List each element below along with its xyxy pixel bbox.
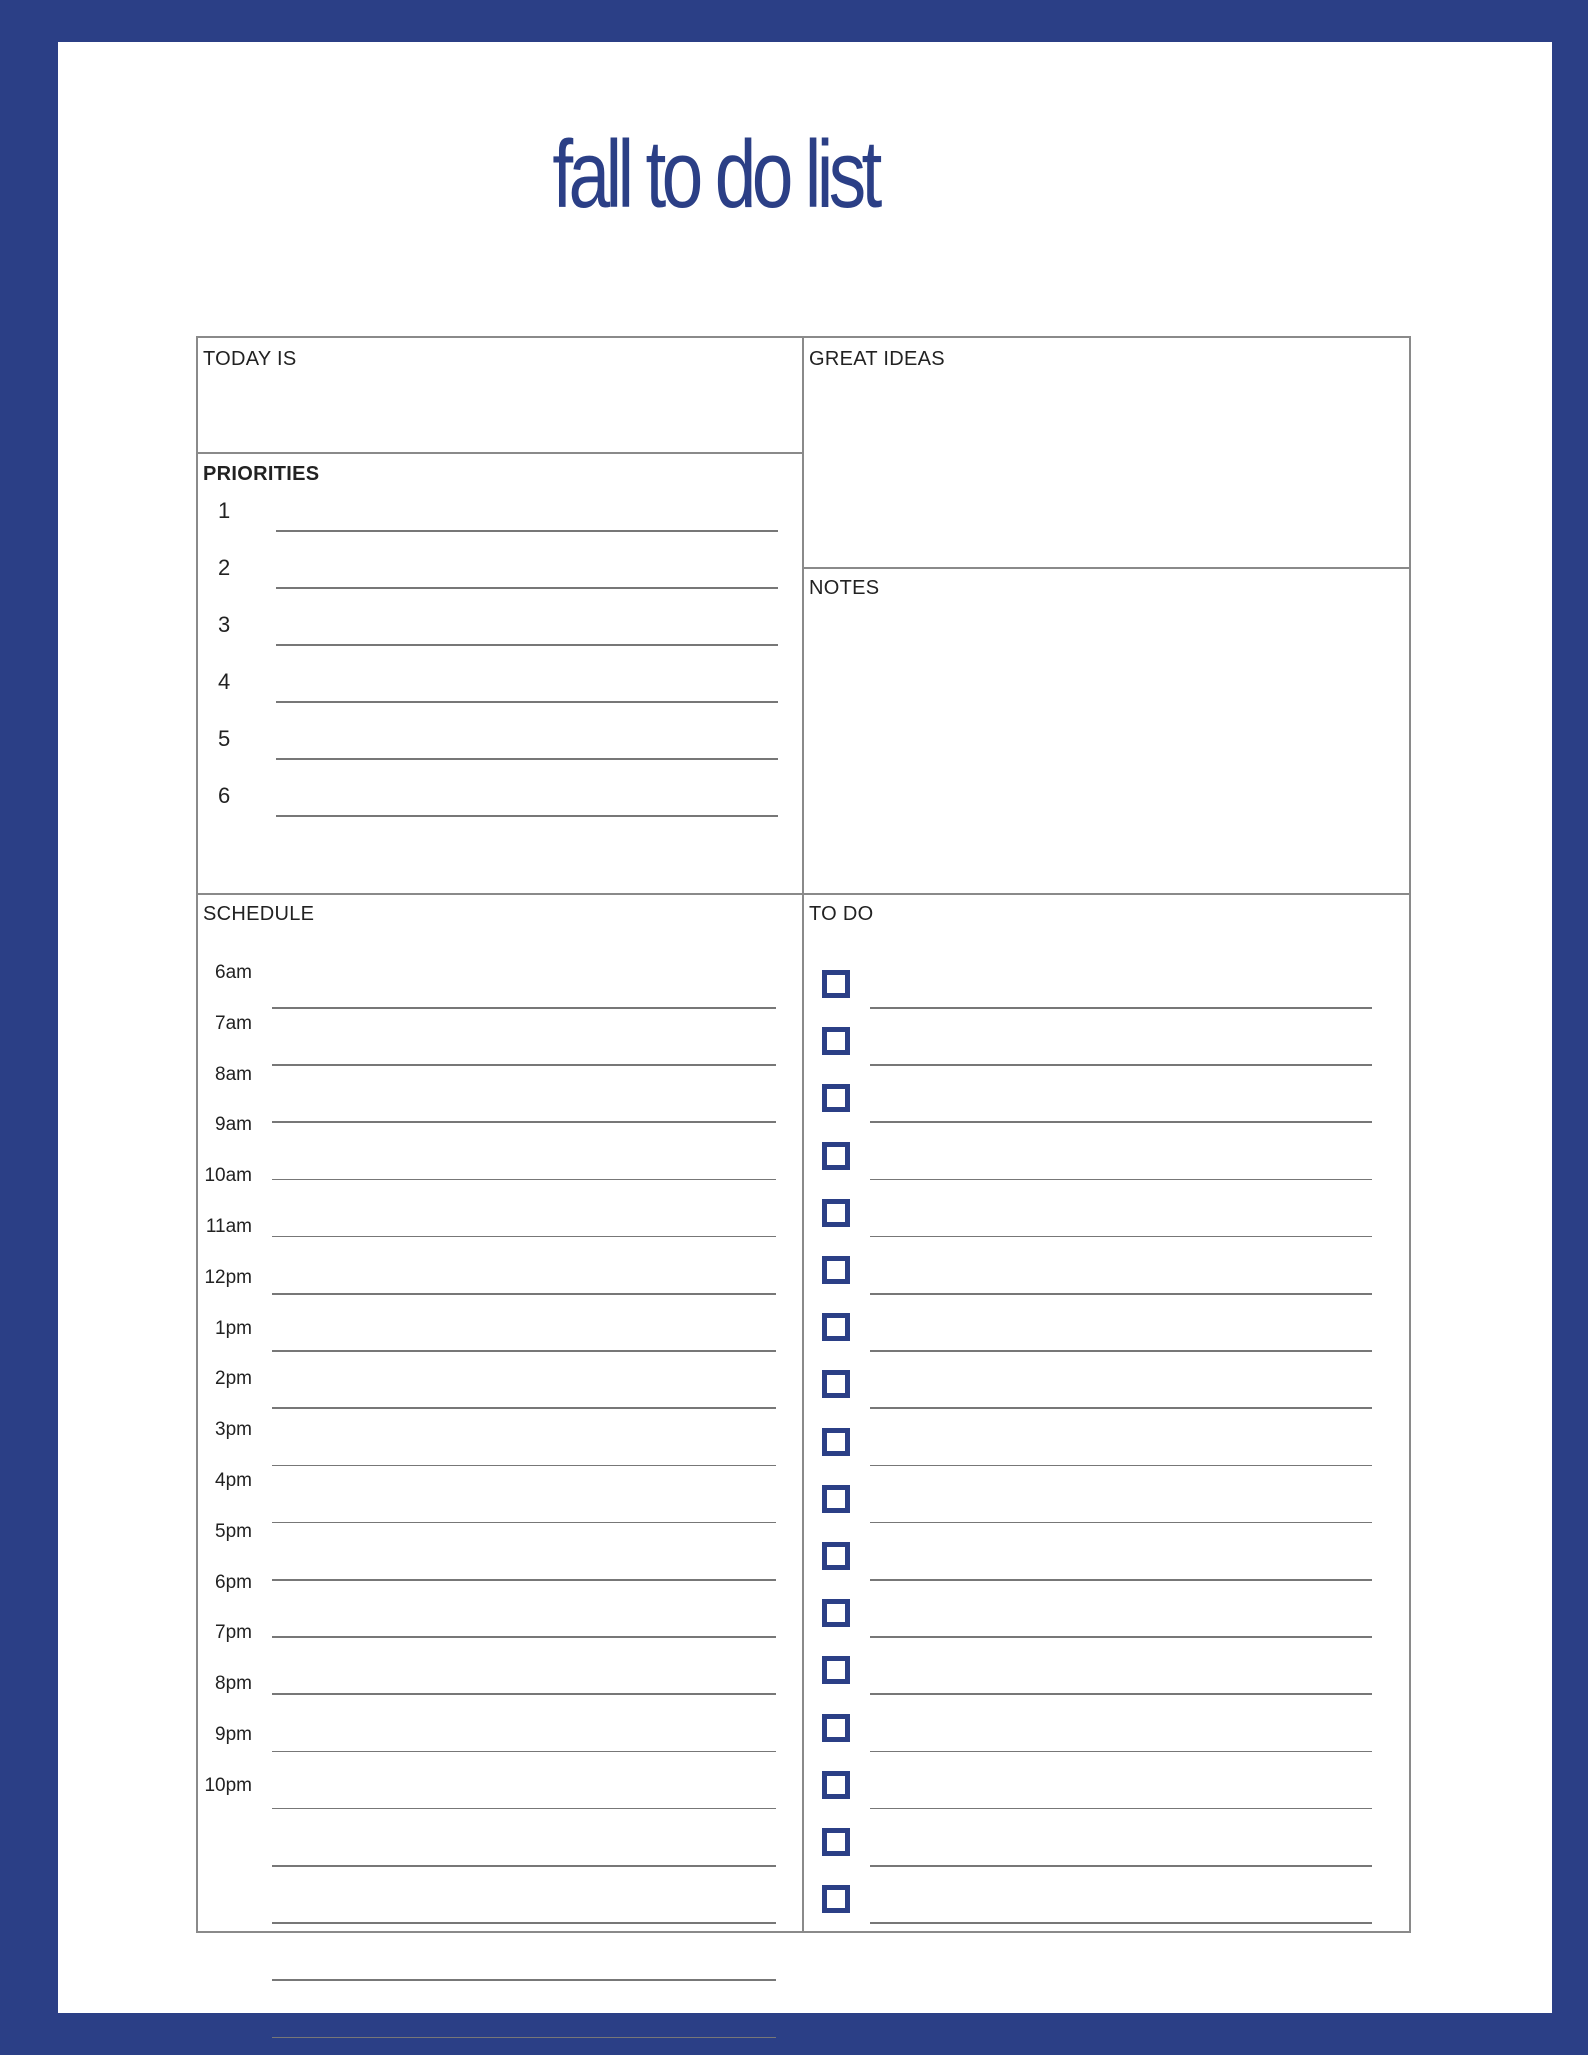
todo-line[interactable]	[870, 1179, 1372, 1181]
schedule-time: 8am	[215, 1063, 252, 1085]
todo-label: TO DO	[809, 903, 874, 925]
todo-line[interactable]	[870, 1522, 1372, 1524]
schedule-line[interactable]	[272, 1236, 776, 1238]
priority-number: 4	[218, 669, 231, 694]
todo-checkbox[interactable]	[822, 1485, 850, 1513]
schedule-line[interactable]	[272, 1121, 776, 1123]
center-divider	[802, 338, 804, 1931]
schedule-line[interactable]	[272, 1808, 776, 1810]
schedule-time: 7pm	[215, 1622, 252, 1644]
priority-number: 3	[218, 612, 231, 637]
planner-sheet	[58, 42, 1552, 2013]
schedule-line[interactable]	[272, 1465, 776, 1467]
schedule-time: 3pm	[215, 1419, 252, 1441]
schedule-time: 11am	[205, 1216, 252, 1237]
todo-line[interactable]	[870, 1293, 1372, 1295]
priority-number: 5	[218, 726, 231, 751]
todo-line[interactable]	[870, 1350, 1372, 1352]
today-is-label: TODAY IS	[203, 348, 297, 370]
schedule-time: 7am	[215, 1012, 252, 1034]
todo-checkbox[interactable]	[822, 1256, 850, 1284]
todo-line[interactable]	[870, 1407, 1372, 1409]
planner-grid	[196, 336, 1411, 1933]
todo-line[interactable]	[870, 1865, 1372, 1867]
todo-line[interactable]	[870, 1121, 1372, 1123]
priority-line[interactable]	[276, 530, 778, 532]
schedule-line[interactable]	[272, 1865, 776, 1867]
schedule-time: 4pm	[215, 1470, 252, 1491]
schedule-line[interactable]	[272, 1293, 776, 1295]
todo-line[interactable]	[870, 1007, 1372, 1009]
schedule-time: 6am	[215, 962, 252, 983]
todo-checkbox[interactable]	[822, 1084, 850, 1112]
schedule-time: 9pm	[215, 1724, 252, 1745]
todo-checkbox[interactable]	[822, 1656, 850, 1684]
schedule-line[interactable]	[272, 1636, 776, 1638]
todo-line[interactable]	[870, 1808, 1372, 1810]
todo-line[interactable]	[870, 1465, 1372, 1467]
schedule-time: 5pm	[215, 1520, 252, 1542]
todo-checkbox[interactable]	[822, 1199, 850, 1227]
priority-line[interactable]	[276, 701, 778, 703]
schedule-time: 1pm	[215, 1317, 252, 1339]
schedule-line[interactable]	[272, 1693, 776, 1695]
todo-checkbox[interactable]	[822, 1370, 850, 1398]
todo-checkbox[interactable]	[822, 1771, 850, 1799]
todo-checkbox[interactable]	[822, 1885, 850, 1913]
todo-line[interactable]	[870, 1693, 1372, 1695]
schedule-time: 8pm	[215, 1673, 252, 1695]
page-title: fall to do list	[552, 121, 878, 228]
todo-checkbox[interactable]	[822, 1542, 850, 1570]
todo-checkbox[interactable]	[822, 1599, 850, 1627]
schedule-time: 2pm	[215, 1368, 252, 1390]
schedule-line[interactable]	[272, 1350, 776, 1352]
todo-line[interactable]	[870, 1579, 1372, 1581]
middle-divider	[198, 893, 1409, 895]
notes-label: NOTES	[809, 577, 880, 599]
today-divider	[198, 452, 802, 454]
priority-line[interactable]	[276, 815, 778, 817]
todo-line[interactable]	[870, 1064, 1372, 1066]
todo-line[interactable]	[870, 1636, 1372, 1638]
schedule-time: 12pm	[204, 1266, 252, 1288]
priority-number: 2	[218, 555, 231, 580]
schedule-time: 9am	[215, 1114, 252, 1136]
priority-number: 6	[218, 783, 231, 808]
todo-checkbox[interactable]	[822, 1142, 850, 1170]
priority-line[interactable]	[276, 758, 778, 760]
ideas-divider	[802, 567, 1409, 569]
todo-checkbox[interactable]	[822, 1428, 850, 1456]
schedule-time: 10am	[204, 1165, 252, 1187]
todo-checkbox[interactable]	[822, 1828, 850, 1856]
priority-line[interactable]	[276, 587, 778, 589]
todo-checkbox[interactable]	[822, 1313, 850, 1341]
schedule-label: SCHEDULE	[203, 903, 315, 925]
schedule-line[interactable]	[272, 1922, 776, 1924]
schedule-time: 6pm	[215, 1571, 252, 1593]
schedule-line[interactable]	[272, 1522, 776, 1524]
todo-checkbox[interactable]	[822, 1714, 850, 1742]
schedule-line[interactable]	[272, 1179, 776, 1181]
schedule-line[interactable]	[272, 1007, 776, 1009]
schedule-line[interactable]	[272, 1979, 776, 1981]
schedule-time: 10pm	[204, 1774, 252, 1796]
todo-checkbox[interactable]	[822, 1027, 850, 1055]
schedule-line[interactable]	[272, 1064, 776, 1066]
schedule-line[interactable]	[272, 1751, 776, 1753]
todo-checkbox[interactable]	[822, 970, 850, 998]
priority-line[interactable]	[276, 644, 778, 646]
schedule-line[interactable]	[272, 2037, 776, 2039]
priority-number: 1	[218, 498, 231, 523]
great-ideas-label: GREAT IDEAS	[809, 348, 945, 370]
schedule-line[interactable]	[272, 1579, 776, 1581]
todo-line[interactable]	[870, 1751, 1372, 1753]
schedule-line[interactable]	[272, 1407, 776, 1409]
priorities-label: PRIORITIES	[203, 463, 320, 485]
todo-line[interactable]	[870, 1236, 1372, 1238]
todo-line[interactable]	[870, 1922, 1372, 1924]
